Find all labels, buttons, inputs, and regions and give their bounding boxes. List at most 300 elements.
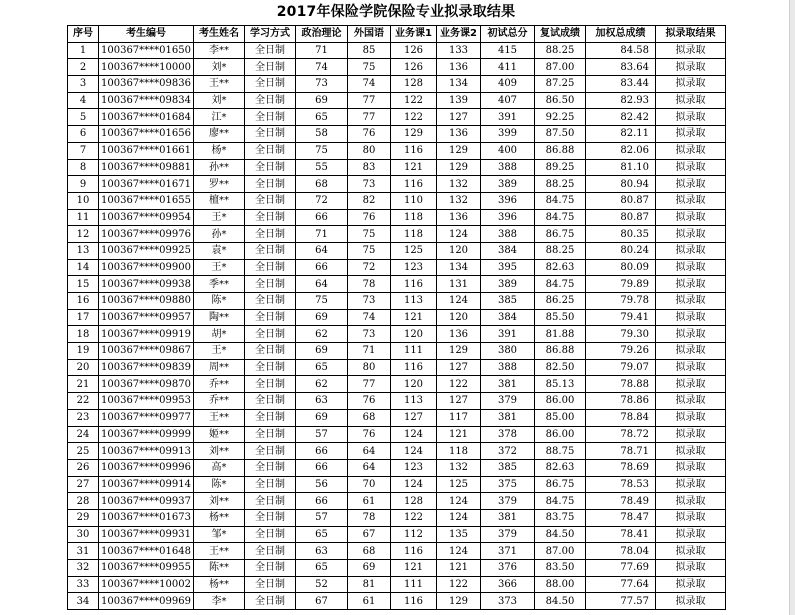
table-row <box>68 209 726 226</box>
cell-initial-total: 380 <box>481 343 535 360</box>
cell-politics: 66 <box>296 443 348 460</box>
header-weighted-total: 加权总成绩 <box>586 26 656 43</box>
cell-candidate-id: 100367****09976 <box>99 226 194 243</box>
cell-candidate-name: 季** <box>194 276 245 293</box>
cell-politics: 69 <box>296 309 348 326</box>
cell-foreign-language: 80 <box>348 142 391 159</box>
cell-politics: 57 <box>296 509 348 526</box>
cell-weighted-total: 77.57 <box>586 593 656 610</box>
cell-weighted-total: 81.10 <box>586 159 656 176</box>
cell-subject-1: 121 <box>391 309 437 326</box>
cell-candidate-name: 王* <box>194 259 245 276</box>
cell-initial-total: 391 <box>481 109 535 126</box>
cell-study-mode: 全日制 <box>245 209 296 226</box>
cell-politics: 69 <box>296 409 348 426</box>
cell-retest-score: 82.50 <box>535 359 586 376</box>
header-subject-2: 业务课2 <box>437 26 481 43</box>
cell-admission-result: 拟录取 <box>656 209 726 226</box>
cell-subject-2: 129 <box>437 142 481 159</box>
cell-subject-1: 111 <box>391 343 437 360</box>
cell-subject-2: 129 <box>437 593 481 610</box>
cell-weighted-total: 80.24 <box>586 242 656 259</box>
cell-politics: 63 <box>296 393 348 410</box>
cell-politics: 75 <box>296 293 348 310</box>
cell-initial-total: 379 <box>481 493 535 510</box>
cell-foreign-language: 71 <box>348 343 391 360</box>
cell-study-mode: 全日制 <box>245 593 296 610</box>
table-row <box>68 509 726 526</box>
cell-seq: 34 <box>68 593 99 610</box>
cell-study-mode: 全日制 <box>245 426 296 443</box>
table-row <box>68 76 726 93</box>
cell-candidate-id: 100367****01650 <box>99 42 194 59</box>
cell-candidate-id: 100367****01648 <box>99 543 194 560</box>
cell-subject-1: 123 <box>391 459 437 476</box>
cell-politics: 75 <box>296 142 348 159</box>
cell-weighted-total: 78.49 <box>586 493 656 510</box>
cell-foreign-language: 75 <box>348 226 391 243</box>
cell-initial-total: 384 <box>481 309 535 326</box>
cell-weighted-total: 79.41 <box>586 309 656 326</box>
cell-candidate-id: 100367****01661 <box>99 142 194 159</box>
cell-candidate-id: 100367****09834 <box>99 92 194 109</box>
cell-candidate-name: 乔** <box>194 376 245 393</box>
cell-initial-total: 389 <box>481 176 535 193</box>
cell-initial-total: 391 <box>481 326 535 343</box>
cell-candidate-id: 100367****09900 <box>99 259 194 276</box>
cell-subject-1: 116 <box>391 142 437 159</box>
cell-subject-2: 118 <box>437 443 481 460</box>
header-politics: 政治理论 <box>296 26 348 43</box>
cell-study-mode: 全日制 <box>245 142 296 159</box>
cell-subject-2: 124 <box>437 493 481 510</box>
cell-weighted-total: 77.64 <box>586 576 656 593</box>
cell-weighted-total: 84.58 <box>586 42 656 59</box>
header-subject-1: 业务课1 <box>391 26 437 43</box>
cell-politics: 74 <box>296 59 348 76</box>
cell-weighted-total: 80.87 <box>586 192 656 209</box>
cell-candidate-name: 王** <box>194 543 245 560</box>
cell-politics: 58 <box>296 126 348 143</box>
cell-study-mode: 全日制 <box>245 242 296 259</box>
cell-retest-score: 83.50 <box>535 560 586 577</box>
cell-candidate-id: 100367****09938 <box>99 276 194 293</box>
table-row <box>68 359 726 376</box>
cell-candidate-name: 刘** <box>194 443 245 460</box>
table-row <box>68 226 726 243</box>
cell-foreign-language: 78 <box>348 276 391 293</box>
table-row <box>68 409 726 426</box>
cell-subject-2: 121 <box>437 426 481 443</box>
cell-weighted-total: 82.93 <box>586 92 656 109</box>
cell-study-mode: 全日制 <box>245 259 296 276</box>
cell-subject-2: 135 <box>437 526 481 543</box>
cell-retest-score: 86.25 <box>535 293 586 310</box>
cell-subject-2: 120 <box>437 242 481 259</box>
cell-weighted-total: 79.89 <box>586 276 656 293</box>
cell-candidate-name: 刘* <box>194 59 245 76</box>
cell-foreign-language: 73 <box>348 293 391 310</box>
cell-weighted-total: 80.09 <box>586 259 656 276</box>
cell-politics: 66 <box>296 493 348 510</box>
cell-politics: 52 <box>296 576 348 593</box>
cell-candidate-id: 100367****09836 <box>99 76 194 93</box>
cell-initial-total: 379 <box>481 393 535 410</box>
cell-retest-score: 86.88 <box>535 343 586 360</box>
cell-weighted-total: 78.53 <box>586 476 656 493</box>
cell-candidate-name: 杨** <box>194 509 245 526</box>
cell-foreign-language: 73 <box>348 176 391 193</box>
cell-retest-score: 88.25 <box>535 242 586 259</box>
cell-subject-1: 126 <box>391 42 437 59</box>
cell-weighted-total: 78.69 <box>586 459 656 476</box>
cell-subject-1: 113 <box>391 293 437 310</box>
cell-candidate-name: 檀** <box>194 192 245 209</box>
cell-weighted-total: 82.11 <box>586 126 656 143</box>
cell-foreign-language: 76 <box>348 426 391 443</box>
cell-study-mode: 全日制 <box>245 359 296 376</box>
cell-weighted-total: 79.26 <box>586 343 656 360</box>
cell-subject-1: 122 <box>391 109 437 126</box>
cell-admission-result: 拟录取 <box>656 526 726 543</box>
cell-initial-total: 381 <box>481 376 535 393</box>
cell-seq: 14 <box>68 259 99 276</box>
cell-candidate-name: 陈** <box>194 560 245 577</box>
cell-initial-total: 399 <box>481 126 535 143</box>
table-row <box>68 326 726 343</box>
cell-admission-result: 拟录取 <box>656 176 726 193</box>
cell-admission-result: 拟录取 <box>656 92 726 109</box>
cell-seq: 24 <box>68 426 99 443</box>
cell-foreign-language: 73 <box>348 326 391 343</box>
cell-subject-2: 127 <box>437 109 481 126</box>
page-title: 2017年保险学院保险专业拟录取结果 <box>276 4 516 20</box>
cell-retest-score: 88.25 <box>535 42 586 59</box>
cell-subject-2: 127 <box>437 359 481 376</box>
cell-study-mode: 全日制 <box>245 126 296 143</box>
cell-weighted-total: 83.44 <box>586 76 656 93</box>
cell-politics: 62 <box>296 376 348 393</box>
cell-retest-score: 81.88 <box>535 326 586 343</box>
cell-seq: 19 <box>68 343 99 360</box>
cell-candidate-id: 100367****09839 <box>99 359 194 376</box>
cell-candidate-name: 杨* <box>194 142 245 159</box>
cell-candidate-id: 100367****09977 <box>99 409 194 426</box>
cell-study-mode: 全日制 <box>245 560 296 577</box>
table-row <box>68 593 726 610</box>
cell-admission-result: 拟录取 <box>656 476 726 493</box>
table-row <box>68 109 726 126</box>
cell-foreign-language: 83 <box>348 159 391 176</box>
cell-subject-1: 116 <box>391 276 437 293</box>
table-row <box>68 126 726 143</box>
cell-foreign-language: 64 <box>348 443 391 460</box>
table-row <box>68 526 726 543</box>
cell-seq: 30 <box>68 526 99 543</box>
cell-seq: 21 <box>68 376 99 393</box>
cell-foreign-language: 74 <box>348 309 391 326</box>
cell-foreign-language: 75 <box>348 242 391 259</box>
cell-subject-1: 113 <box>391 393 437 410</box>
cell-candidate-id: 100367****01656 <box>99 126 194 143</box>
cell-candidate-name: 罗** <box>194 176 245 193</box>
cell-seq: 15 <box>68 276 99 293</box>
cell-initial-total: 396 <box>481 209 535 226</box>
cell-foreign-language: 61 <box>348 493 391 510</box>
cell-seq: 1 <box>68 42 99 59</box>
cell-initial-total: 388 <box>481 359 535 376</box>
cell-subject-1: 116 <box>391 359 437 376</box>
cell-weighted-total: 78.41 <box>586 526 656 543</box>
cell-retest-score: 84.50 <box>535 593 586 610</box>
cell-candidate-id: 100367****09870 <box>99 376 194 393</box>
cell-admission-result: 拟录取 <box>656 393 726 410</box>
cell-foreign-language: 70 <box>348 476 391 493</box>
cell-subject-2: 136 <box>437 209 481 226</box>
cell-subject-2: 117 <box>437 409 481 426</box>
cell-initial-total: 378 <box>481 426 535 443</box>
table-row <box>68 142 726 159</box>
cell-subject-2: 132 <box>437 459 481 476</box>
cell-initial-total: 385 <box>481 293 535 310</box>
cell-seq: 8 <box>68 159 99 176</box>
cell-retest-score: 88.00 <box>535 576 586 593</box>
cell-seq: 33 <box>68 576 99 593</box>
cell-seq: 23 <box>68 409 99 426</box>
cell-subject-2: 134 <box>437 76 481 93</box>
cell-seq: 4 <box>68 92 99 109</box>
cell-subject-2: 139 <box>437 92 481 109</box>
cell-candidate-name: 刘** <box>194 493 245 510</box>
cell-foreign-language: 85 <box>348 42 391 59</box>
cell-subject-2: 127 <box>437 393 481 410</box>
cell-subject-1: 111 <box>391 576 437 593</box>
cell-retest-score: 87.50 <box>535 126 586 143</box>
cell-subject-2: 136 <box>437 126 481 143</box>
cell-admission-result: 拟录取 <box>656 593 726 610</box>
cell-candidate-id: 100367****09955 <box>99 560 194 577</box>
table-row <box>68 159 726 176</box>
cell-foreign-language: 80 <box>348 359 391 376</box>
cell-retest-score: 84.75 <box>535 276 586 293</box>
cell-politics: 68 <box>296 176 348 193</box>
header-seq: 序号 <box>68 26 99 43</box>
cell-initial-total: 385 <box>481 459 535 476</box>
cell-subject-1: 120 <box>391 326 437 343</box>
cell-subject-2: 134 <box>437 259 481 276</box>
cell-admission-result: 拟录取 <box>656 409 726 426</box>
cell-politics: 67 <box>296 593 348 610</box>
cell-subject-1: 110 <box>391 192 437 209</box>
cell-retest-score: 86.75 <box>535 226 586 243</box>
cell-weighted-total: 83.64 <box>586 59 656 76</box>
cell-subject-1: 125 <box>391 242 437 259</box>
cell-retest-score: 82.63 <box>535 459 586 476</box>
cell-seq: 17 <box>68 309 99 326</box>
cell-admission-result: 拟录取 <box>656 226 726 243</box>
cell-foreign-language: 68 <box>348 543 391 560</box>
cell-foreign-language: 82 <box>348 192 391 209</box>
cell-foreign-language: 77 <box>348 92 391 109</box>
cell-politics: 66 <box>296 259 348 276</box>
cell-initial-total: 379 <box>481 526 535 543</box>
cell-candidate-id: 100367****09913 <box>99 443 194 460</box>
cell-politics: 72 <box>296 192 348 209</box>
cell-candidate-id: 100367****09914 <box>99 476 194 493</box>
cell-politics: 65 <box>296 359 348 376</box>
cell-initial-total: 373 <box>481 593 535 610</box>
cell-subject-1: 122 <box>391 509 437 526</box>
cell-study-mode: 全日制 <box>245 493 296 510</box>
cell-retest-score: 84.75 <box>535 209 586 226</box>
cell-admission-result: 拟录取 <box>656 242 726 259</box>
cell-study-mode: 全日制 <box>245 376 296 393</box>
cell-candidate-name: 刘* <box>194 92 245 109</box>
cell-admission-result: 拟录取 <box>656 493 726 510</box>
cell-study-mode: 全日制 <box>245 176 296 193</box>
table-row <box>68 176 726 193</box>
cell-candidate-id: 100367****09919 <box>99 326 194 343</box>
cell-candidate-name: 邹* <box>194 526 245 543</box>
cell-weighted-total: 82.06 <box>586 142 656 159</box>
cell-candidate-name: 王* <box>194 343 245 360</box>
cell-subject-1: 127 <box>391 409 437 426</box>
cell-study-mode: 全日制 <box>245 476 296 493</box>
header-candidate-id: 考生编号 <box>99 26 194 43</box>
cell-foreign-language: 64 <box>348 459 391 476</box>
cell-seq: 7 <box>68 142 99 159</box>
cell-candidate-id: 100367****09925 <box>99 242 194 259</box>
cell-retest-score: 88.75 <box>535 443 586 460</box>
cell-candidate-name: 袁* <box>194 242 245 259</box>
table-row <box>68 192 726 209</box>
cell-retest-score: 88.25 <box>535 176 586 193</box>
header-initial-total: 初试总分 <box>481 26 535 43</box>
cell-subject-2: 122 <box>437 576 481 593</box>
cell-subject-2: 124 <box>437 509 481 526</box>
cell-weighted-total: 78.04 <box>586 543 656 560</box>
cell-politics: 66 <box>296 459 348 476</box>
table-row <box>68 343 726 360</box>
cell-subject-1: 128 <box>391 493 437 510</box>
cell-retest-score: 85.50 <box>535 309 586 326</box>
cell-subject-1: 128 <box>391 76 437 93</box>
cell-study-mode: 全日制 <box>245 92 296 109</box>
cell-admission-result: 拟录取 <box>656 293 726 310</box>
cell-study-mode: 全日制 <box>245 509 296 526</box>
cell-retest-score: 83.75 <box>535 509 586 526</box>
table-row <box>68 459 726 476</box>
cell-subject-1: 121 <box>391 159 437 176</box>
cell-subject-1: 124 <box>391 476 437 493</box>
cell-seq: 18 <box>68 326 99 343</box>
cell-candidate-id: 100367****09880 <box>99 293 194 310</box>
cell-politics: 69 <box>296 92 348 109</box>
table-row <box>68 259 726 276</box>
cell-subject-2: 125 <box>437 476 481 493</box>
cell-initial-total: 400 <box>481 142 535 159</box>
cell-initial-total: 415 <box>481 42 535 59</box>
cell-subject-2: 136 <box>437 59 481 76</box>
cell-weighted-total: 82.42 <box>586 109 656 126</box>
cell-candidate-id: 100367****01671 <box>99 176 194 193</box>
cell-initial-total: 395 <box>481 259 535 276</box>
cell-retest-score: 86.75 <box>535 476 586 493</box>
cell-foreign-language: 68 <box>348 409 391 426</box>
cell-foreign-language: 77 <box>348 109 391 126</box>
cell-study-mode: 全日制 <box>245 443 296 460</box>
cell-study-mode: 全日制 <box>245 543 296 560</box>
header-candidate-name: 考生姓名 <box>194 26 245 43</box>
cell-weighted-total: 78.47 <box>586 509 656 526</box>
cell-foreign-language: 75 <box>348 59 391 76</box>
cell-subject-1: 120 <box>391 376 437 393</box>
cell-subject-2: 124 <box>437 226 481 243</box>
cell-retest-score: 86.00 <box>535 426 586 443</box>
cell-retest-score: 85.13 <box>535 376 586 393</box>
cell-weighted-total: 78.72 <box>586 426 656 443</box>
cell-foreign-language: 76 <box>348 126 391 143</box>
cell-subject-1: 124 <box>391 426 437 443</box>
results-table <box>67 25 726 610</box>
cell-admission-result: 拟录取 <box>656 326 726 343</box>
table-row <box>68 92 726 109</box>
cell-subject-2: 131 <box>437 276 481 293</box>
cell-retest-score: 87.00 <box>535 543 586 560</box>
cell-admission-result: 拟录取 <box>656 543 726 560</box>
cell-candidate-id: 100367****09953 <box>99 393 194 410</box>
cell-candidate-name: 陈* <box>194 293 245 310</box>
cell-study-mode: 全日制 <box>245 42 296 59</box>
cell-seq: 11 <box>68 209 99 226</box>
cell-candidate-id: 100367****09969 <box>99 593 194 610</box>
cell-candidate-name: 李* <box>194 593 245 610</box>
table-row <box>68 543 726 560</box>
cell-foreign-language: 67 <box>348 526 391 543</box>
cell-politics: 69 <box>296 343 348 360</box>
cell-subject-2: 124 <box>437 543 481 560</box>
cell-retest-score: 82.63 <box>535 259 586 276</box>
cell-weighted-total: 78.71 <box>586 443 656 460</box>
cell-seq: 28 <box>68 493 99 510</box>
cell-weighted-total: 78.86 <box>586 393 656 410</box>
cell-admission-result: 拟录取 <box>656 109 726 126</box>
cell-initial-total: 371 <box>481 543 535 560</box>
cell-politics: 62 <box>296 326 348 343</box>
cell-candidate-id: 100367****09867 <box>99 343 194 360</box>
cell-subject-1: 118 <box>391 209 437 226</box>
table-row <box>68 493 726 510</box>
table-row <box>68 309 726 326</box>
table-row <box>68 42 726 59</box>
cell-admission-result: 拟录取 <box>656 576 726 593</box>
cell-seq: 20 <box>68 359 99 376</box>
cell-politics: 57 <box>296 426 348 443</box>
cell-study-mode: 全日制 <box>245 192 296 209</box>
cell-subject-2: 120 <box>437 309 481 326</box>
cell-weighted-total: 79.30 <box>586 326 656 343</box>
cell-initial-total: 376 <box>481 560 535 577</box>
cell-seq: 5 <box>68 109 99 126</box>
cell-admission-result: 拟录取 <box>656 560 726 577</box>
cell-weighted-total: 78.84 <box>586 409 656 426</box>
cell-politics: 55 <box>296 159 348 176</box>
cell-initial-total: 389 <box>481 276 535 293</box>
cell-candidate-name: 陈* <box>194 476 245 493</box>
cell-study-mode: 全日制 <box>245 409 296 426</box>
cell-candidate-id: 100367****01673 <box>99 509 194 526</box>
table-row <box>68 393 726 410</box>
